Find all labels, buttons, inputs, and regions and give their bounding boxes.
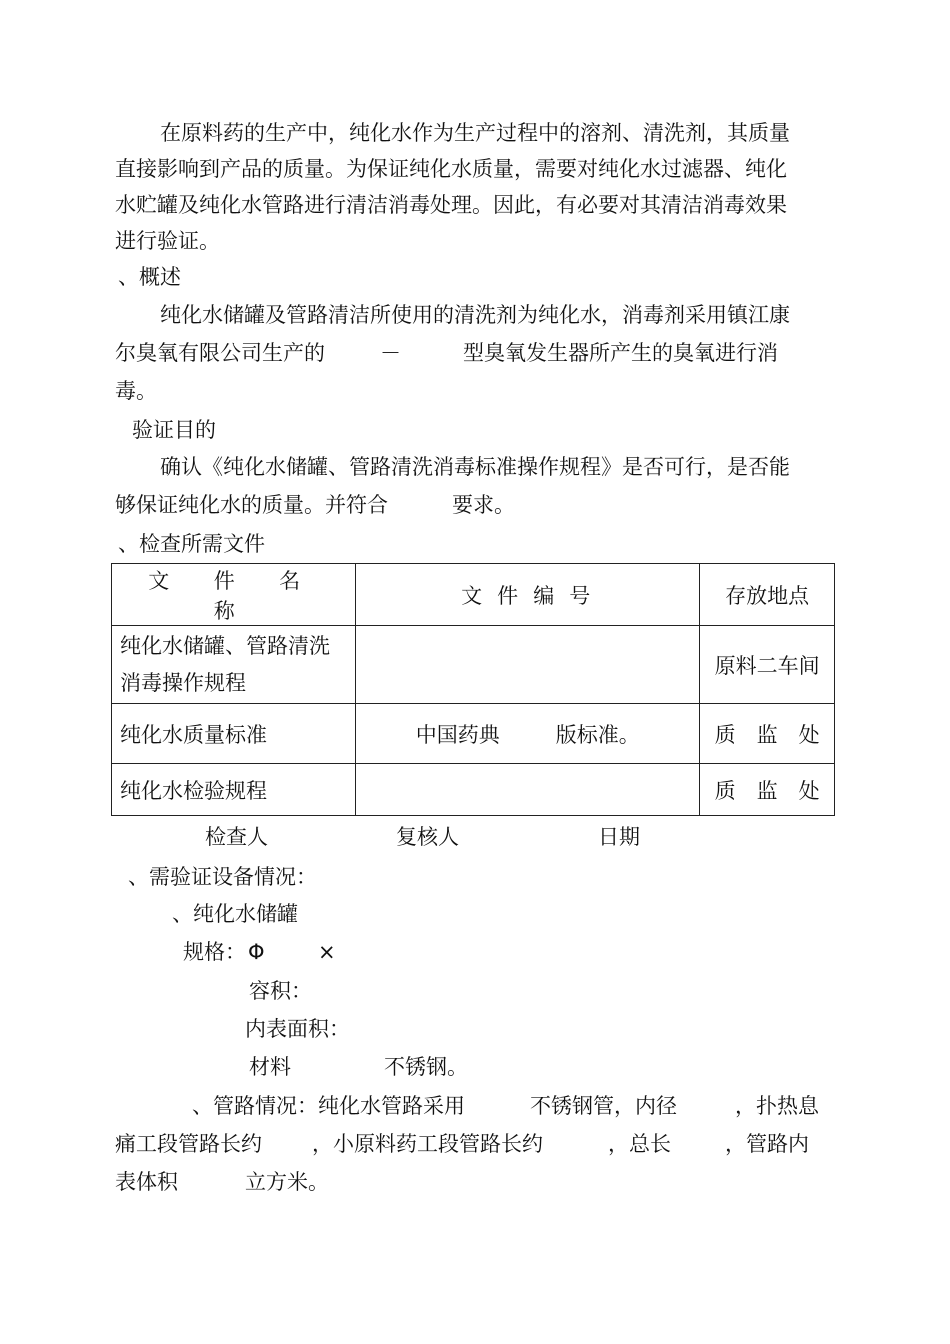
pipe-line-1c: ，扑热息: [735, 1094, 819, 1118]
purpose-line-1: 确认《纯化水储罐、管路清洗消毒标准操作规程》是否可行，是否能: [160, 455, 790, 479]
tank-heading: 、纯化水储罐: [172, 902, 298, 926]
tank-volume-label: 容积：: [249, 979, 312, 1003]
pipe-line-2a: 痛工段管路长约: [115, 1132, 262, 1156]
table-row: [112, 764, 835, 816]
row1-number: [356, 626, 700, 704]
header-file-name: 文 件 名 称: [112, 564, 356, 626]
tank-spec-x: ×: [318, 940, 336, 964]
row3-number: [356, 764, 700, 816]
header-file-number: 文 件 编 号: [356, 564, 700, 626]
table-header-row: [112, 564, 835, 626]
signoff-date: 日期: [598, 825, 640, 849]
intro-line-3: 水贮罐及纯化水管路进行清洁消毒处理。因此，有必要对其清洁消毒效果: [115, 193, 787, 217]
pipe-line-2b: ，小原料药工段管路长约: [312, 1132, 543, 1156]
tank-material-label: 材料: [249, 1055, 291, 1079]
tank-spec-label: 规格：: [183, 940, 246, 964]
pipe-line-1b: 不锈钢管，内径: [530, 1094, 677, 1118]
row1-location: 原料二车间: [700, 626, 835, 704]
signoff-inspector: 检查人: [205, 825, 268, 849]
tank-area-label: 内表面积：: [245, 1017, 350, 1041]
tank-material-value: 不锈钢。: [384, 1055, 468, 1079]
pipe-line-2d: ，管路内: [725, 1132, 809, 1156]
purpose-line-2a: 够保证纯化水的质量。并符合: [115, 493, 388, 517]
pipe-line-3a: 表体积: [115, 1170, 178, 1194]
header-location: 存放地点: [700, 564, 835, 626]
row3-location: 质 监 处: [700, 764, 835, 816]
pipe-line-3b: 立方米。: [245, 1170, 329, 1194]
equipment-heading: 、需验证设备情况：: [128, 865, 317, 889]
signoff-reviewer: 复核人: [396, 825, 459, 849]
overview-line-3: 毒。: [115, 379, 157, 403]
row2-name: 纯化水质量标准: [112, 704, 356, 764]
pipe-line-2c: ，总长: [608, 1132, 671, 1156]
pipe-line-1a: 、管路情况：纯化水管路采用: [192, 1094, 465, 1118]
table-row: [112, 704, 835, 764]
overview-heading: 、概述: [118, 265, 181, 289]
overview-line-2c: 型臭氧发生器所产生的臭氧进行消: [463, 341, 778, 365]
overview-line-2a: 尔臭氧有限公司生产的: [115, 341, 325, 365]
purpose-line-2b: 要求。: [452, 493, 515, 517]
table-row: [112, 626, 835, 704]
intro-line-1: 在原料药的生产中，纯化水作为生产过程中的溶剂、清洗剂，其质量: [160, 121, 790, 145]
intro-line-2: 直接影响到产品的质量。为保证纯化水质量，需要对纯化水过滤器、纯化: [115, 157, 787, 181]
purpose-heading: 验证目的: [132, 418, 216, 442]
row1-name: 纯化水储罐、管路清洗 消毒操作规程: [112, 626, 356, 704]
tank-spec-phi: Φ: [248, 940, 265, 964]
overview-line-2b: －: [380, 341, 401, 365]
row3-name: 纯化水检验规程: [112, 764, 356, 816]
intro-line-4: 进行验证。: [115, 229, 220, 253]
row2-location: 质 监 处: [700, 704, 835, 764]
documents-table: [111, 563, 835, 816]
docs-heading: 、检查所需文件: [118, 532, 265, 556]
row2-number: 中国药典 版标准。: [356, 704, 700, 764]
overview-line-1: 纯化水储罐及管路清洁所使用的清洗剂为纯化水，消毒剂采用镇江康: [160, 303, 790, 327]
